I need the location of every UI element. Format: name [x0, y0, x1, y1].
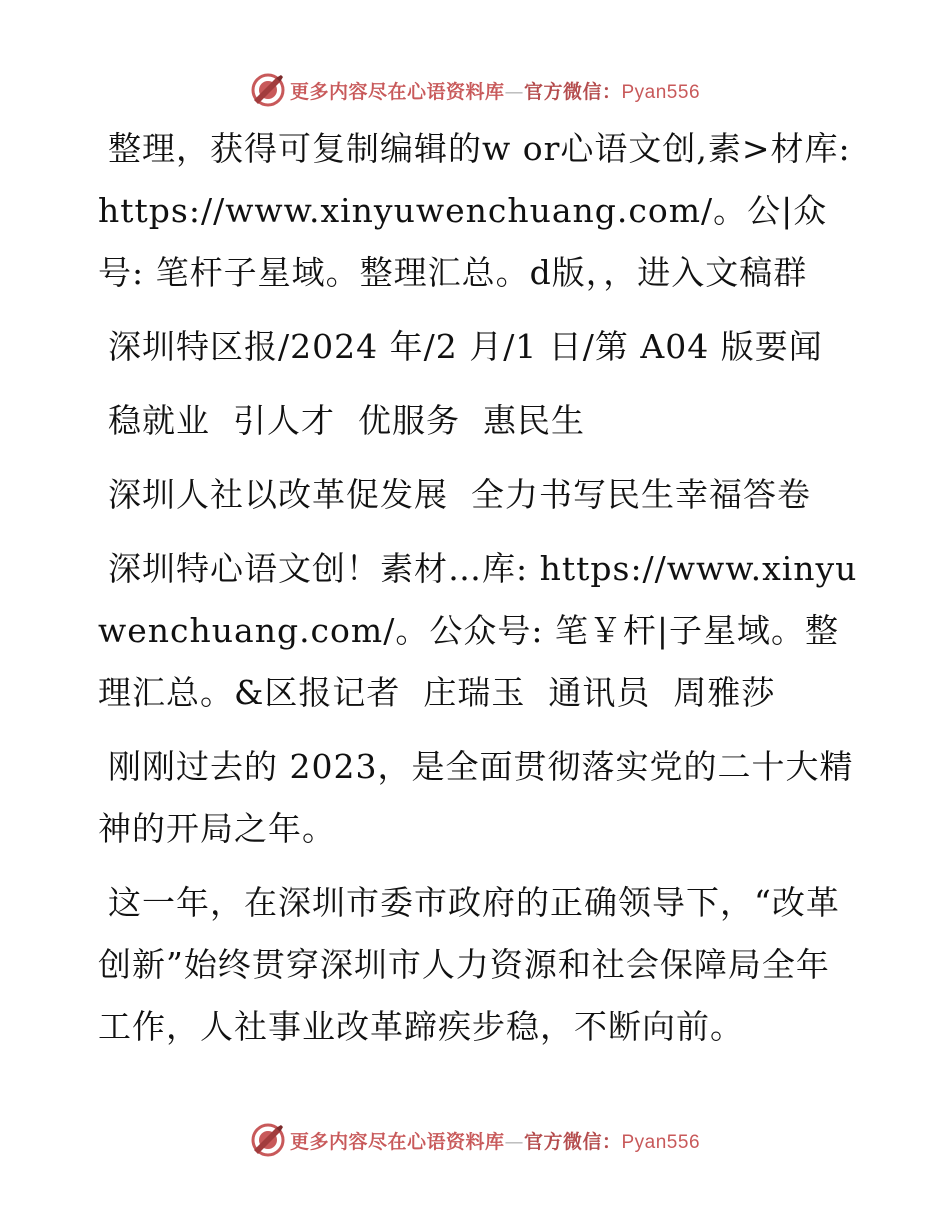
header-banner [0, 70, 950, 110]
banner-wechat-id: Pyan556 [621, 81, 701, 103]
footer-banner-text [290, 1127, 700, 1154]
paragraph-body-2: 这一年，在深圳市委市政府的正确领导下，“改革创新”始终贯穿深圳市人力资源和社会保障局全年工作，人社事业改革蹄疾步稳，不断向前。 [98, 883, 840, 1046]
source-line: 深圳特区报/2024 年/2 月/1 日/第 A04 版要闻 [108, 327, 823, 366]
banner-brand: 更多内容尽在心语资料库 [289, 1130, 505, 1153]
article-body [98, 118, 863, 1070]
banner-dash: — [504, 80, 524, 103]
banner-dash: — [504, 1130, 524, 1153]
paragraph-intro: 整理，获得可复制编辑的w or心语文创,素>材库: https://www.xinyuwenchuang.com/。公|众号: 笔杆子星域。整理汇总。d版，，进入文稿群 [98, 129, 863, 292]
pen-logo-icon [250, 72, 286, 108]
banner-brand: 更多内容尽在心语资料库 [289, 80, 505, 103]
banner-wechat-label: 官方微信： [523, 80, 622, 103]
header-banner-text [290, 77, 700, 104]
pen-logo-icon [250, 1122, 286, 1158]
banner-wechat-label: 官方微信： [523, 1130, 622, 1153]
banner-wechat-id: Pyan556 [621, 1131, 701, 1153]
footer-banner [0, 1120, 950, 1160]
article-kicker: 稳就业 引人才 优服务 惠民生 [108, 401, 585, 440]
article-headline: 深圳人社以改革促发展 全力书写民生幸福答卷 [108, 475, 811, 514]
paragraph-body-1: 刚刚过去的 2023，是全面贯彻落实党的二十大精神的开局之年。 [98, 747, 854, 848]
byline: 深圳特心语文创！素材…库: https://www.xinyuwenchuang.com/。公众号: 笔￥杆|子星域。整理汇总。&区报记者 庄瑞玉 通讯员 周雅莎 [98, 549, 858, 712]
